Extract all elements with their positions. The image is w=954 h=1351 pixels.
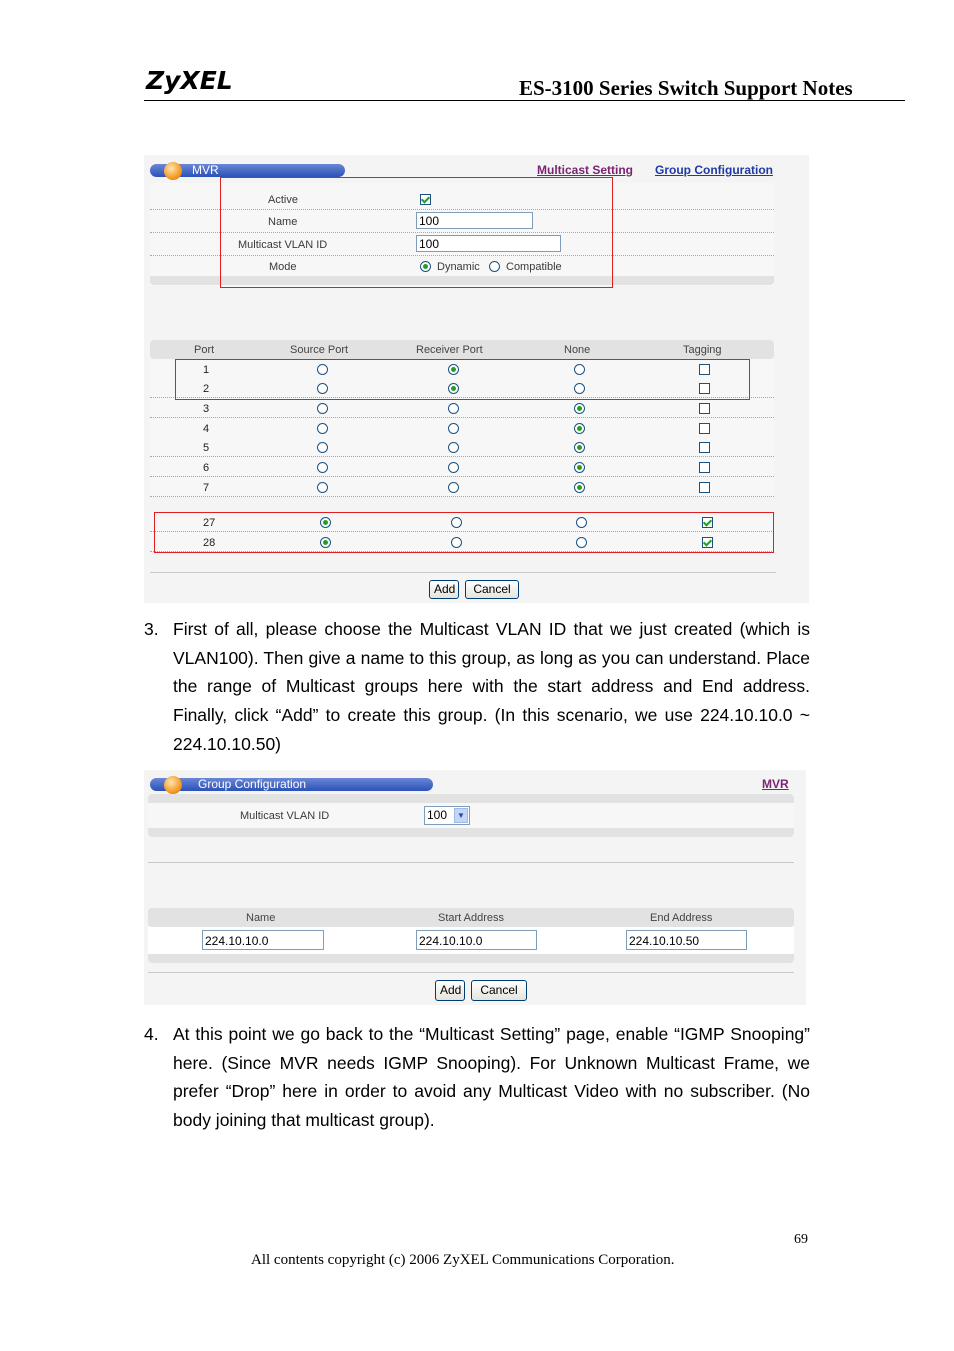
port-none-radio[interactable] [574, 462, 585, 473]
table-row [150, 457, 774, 476]
port-number: 2 [203, 383, 210, 395]
divider [150, 572, 776, 573]
group-cancel-button[interactable]: Cancel [471, 980, 527, 1001]
highlight-box [220, 177, 613, 288]
col-end-address: End Address [650, 912, 713, 924]
port-receiver-radio[interactable] [448, 403, 459, 414]
panel-footer-band [148, 954, 794, 963]
copyright: All contents copyright (c) 2006 ZyXEL Communications Corporation. [251, 1252, 675, 1268]
port-number: 1 [203, 364, 210, 376]
highlight-box [175, 359, 750, 400]
group-configuration-link[interactable]: Group Configuration [655, 163, 773, 177]
port-number: 4 [203, 423, 210, 435]
port-none-radio[interactable] [574, 403, 585, 414]
port-none-radio[interactable] [574, 482, 585, 493]
col-none: None [564, 344, 591, 356]
add-button[interactable]: Add [429, 580, 459, 599]
port-none-radio[interactable] [574, 442, 585, 453]
group-vlan-label: Multicast VLAN ID [240, 810, 330, 822]
name-input[interactable]: 100 [416, 212, 533, 229]
chevron-down-icon: ▼ [454, 808, 468, 823]
mode-compatible-label: Compatible [506, 261, 562, 273]
divider [148, 972, 794, 973]
tagging-checkbox[interactable] [699, 423, 710, 434]
col-tagging: Tagging [683, 344, 722, 356]
port-source-radio[interactable] [317, 442, 328, 453]
port-number: 7 [203, 482, 210, 494]
step-number: 3. [144, 619, 159, 639]
group-bar-title: Group Configuration [198, 777, 307, 791]
col-source-port: Source Port [290, 344, 349, 356]
col-receiver-port: Receiver Port [416, 344, 483, 356]
zyxel-logo: ZyXEL [146, 66, 233, 95]
divider [150, 496, 774, 497]
highlight-box [154, 512, 774, 553]
name-label: Name [268, 216, 298, 228]
col-start-address: Start Address [438, 912, 505, 924]
mode-label: Mode [269, 261, 297, 273]
step-number: 4. [144, 1024, 159, 1044]
group-name-input[interactable]: 224.10.10.0 [202, 930, 324, 950]
end-address-input[interactable]: 224.10.10.50 [626, 930, 747, 950]
port-source-radio[interactable] [317, 482, 328, 493]
mvr-screenshot [144, 155, 809, 603]
active-label: Active [268, 194, 298, 206]
port-none-radio[interactable] [574, 423, 585, 434]
step-3-text: First of all, please choose the Multicast VLAN ID that we just created (which is VLAN100). Then give a name to this group, as long as you can understand. Place the range of Multicast groups here with the start address and End address. Finally, click “Add” to create this group. (In this scenario, we use 224.10.10.0 ~ 224.10.10.50) [173, 619, 810, 754]
table-row [150, 418, 774, 437]
table-row [150, 398, 774, 417]
port-number: 27 [203, 517, 216, 529]
group-config-screenshot [144, 770, 806, 1005]
col-port: Port [194, 344, 215, 356]
port-source-radio[interactable] [317, 462, 328, 473]
mvr-bar-title: MVR [192, 163, 219, 177]
multicast-setting-link[interactable]: Multicast Setting [537, 163, 634, 177]
step-4-text: At this point we go back to the “Multicast Setting” page, enable “IGMP Snooping” here. (Since MVR needs IGMP Snooping). For Unknown Multicast Frame, we prefer “Drop” here in order to avoid any Multicast Video with no subscriber. (No body joining that multicast group). [173, 1024, 810, 1131]
port-receiver-radio[interactable] [448, 423, 459, 434]
header-rule [144, 100, 905, 101]
mvr-title-bar [150, 164, 345, 177]
port-receiver-radio[interactable] [448, 442, 459, 453]
page-number: 69 [794, 1232, 808, 1247]
group-title-bar [150, 778, 433, 791]
vlan-select-value: 100 [427, 808, 448, 822]
vlan-input[interactable]: 100 [416, 235, 561, 252]
port-number: 5 [203, 442, 210, 454]
vlan-label: Multicast VLAN ID [238, 239, 328, 251]
table-row [150, 477, 774, 496]
vlan-select[interactable] [424, 806, 470, 825]
tagging-checkbox[interactable] [699, 442, 710, 453]
tagging-checkbox[interactable] [699, 462, 710, 473]
panel-footer-band [148, 828, 794, 837]
start-address-input[interactable]: 224.10.10.0 [416, 930, 537, 950]
port-number: 28 [203, 537, 216, 549]
port-receiver-radio[interactable] [448, 462, 459, 473]
table-row [150, 437, 774, 456]
port-receiver-radio[interactable] [448, 482, 459, 493]
document-title: ES-3100 Series Switch Support Notes [519, 76, 853, 100]
orb-icon [164, 162, 182, 180]
orb-icon [164, 776, 182, 794]
cancel-button[interactable]: Cancel [465, 580, 519, 599]
mode-dynamic-label: Dynamic [437, 261, 480, 273]
tagging-checkbox[interactable] [699, 482, 710, 493]
port-number: 6 [203, 462, 210, 474]
group-add-button[interactable]: Add [435, 980, 465, 1001]
divider [148, 862, 794, 863]
port-number: 3 [203, 403, 210, 415]
port-source-radio[interactable] [317, 423, 328, 434]
panel-top-band [148, 794, 794, 803]
tagging-checkbox[interactable] [699, 403, 710, 414]
port-source-radio[interactable] [317, 403, 328, 414]
mvr-link[interactable]: MVR [762, 777, 789, 791]
col-name: Name [246, 912, 276, 924]
